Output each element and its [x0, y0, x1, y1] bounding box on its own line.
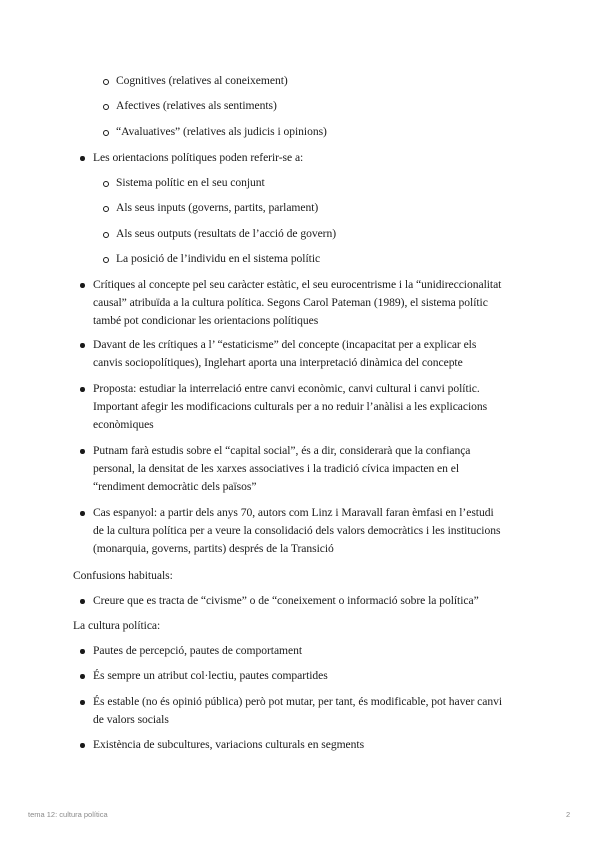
- disc-bullet-icon: [80, 649, 85, 654]
- sub-list-item: Afectives (relatives als sentiments): [116, 99, 277, 112]
- disc-bullet-icon: [80, 343, 85, 348]
- sub-list-item: Sistema polític en el seu conjunt: [116, 176, 265, 189]
- list-item: És sempre un atribut col·lectiu, pautes compartides: [93, 669, 328, 682]
- list-item-line: personal, la densitat de les xarxes associatives i la tradició cívica impacten en el: [93, 462, 460, 475]
- list-item-line: Davant de les crítiques a l’ “estaticisme” del concepte (incapacitat per a explicar els: [93, 338, 477, 351]
- circle-bullet-icon: [103, 104, 109, 110]
- disc-bullet-icon: [80, 283, 85, 288]
- disc-bullet-icon: [80, 156, 85, 161]
- disc-bullet-icon: [80, 700, 85, 705]
- list-item: Existència de subcultures, variacions culturals en segments: [93, 738, 365, 751]
- footer-title: tema 12: cultura política: [28, 810, 108, 819]
- list-item-line: Proposta: estudiar la interrelació entre canvi econòmic, canvi cultural i canvi polític.: [93, 382, 480, 395]
- list-item-line: Putnam farà estudis sobre el “capital social”, és a dir, considerarà que la confiança: [93, 444, 471, 457]
- circle-bullet-icon: [103, 257, 109, 263]
- list-item-line: també pot condicionar les orientacions polítiques: [93, 314, 319, 327]
- list-item-line: canvis sociopolítiques), Inglehart aporta una interpretació dinàmica del concepte: [93, 356, 463, 369]
- circle-bullet-icon: [103, 232, 109, 238]
- list-item-line: És estable (no és opinió pública) però pot mutar, per tant, és modificable, pot haver canvi: [93, 695, 503, 708]
- list-item-line: de la cultura política per a veure la consolidació dels valors democràtics i les institucions: [93, 524, 501, 537]
- list-item-line: (monarquia, governs, partits) després de la Transició: [93, 542, 334, 555]
- list-item-line: causal” atribuïda a la cultura política. Segons Carol Pateman (1989), el sistema polític: [93, 296, 488, 309]
- list-item-line: Cas espanyol: a partir dels anys 70, autors com Linz i Maravall faran èmfasi en l’estudi: [93, 506, 494, 519]
- disc-bullet-icon: [80, 674, 85, 679]
- sub-list-item: “Avaluatives” (relatives als judicis i opinions): [116, 125, 327, 138]
- list-item-line: de valors socials: [93, 713, 169, 726]
- section-heading: Confusions habituals:: [73, 569, 173, 582]
- list-item: Les orientacions polítiques poden referir-se a:: [93, 151, 304, 164]
- disc-bullet-icon: [80, 743, 85, 748]
- list-item: Creure que es tracta de “civisme” o de “coneixement o informació sobre la política”: [93, 594, 479, 607]
- sub-list-item: Als seus outputs (resultats de l’acció de govern): [116, 227, 337, 240]
- disc-bullet-icon: [80, 511, 85, 516]
- circle-bullet-icon: [103, 79, 109, 85]
- page-number: 2: [566, 810, 571, 819]
- disc-bullet-icon: [80, 449, 85, 454]
- sub-list-item: Cognitives (relatives al coneixement): [116, 74, 288, 87]
- list-item: Pautes de percepció, pautes de comportament: [93, 644, 303, 657]
- circle-bullet-icon: [103, 206, 109, 212]
- section-heading: La cultura política:: [73, 619, 161, 632]
- sub-list-item: La posició de l’individu en el sistema polític: [116, 252, 321, 265]
- circle-bullet-icon: [103, 130, 109, 136]
- list-item-line: econòmiques: [93, 418, 154, 431]
- list-item-line: Important afegir les modificacions culturals per a no reduir l’anàlisi a les explicacions: [93, 400, 488, 413]
- list-item-line: “rendiment democràtic dels països”: [93, 480, 257, 493]
- disc-bullet-icon: [80, 599, 85, 604]
- list-item-line: Crítiques al concepte pel seu caràcter estàtic, el seu eurocentrisme i la “unidireccionalitat: [93, 278, 502, 291]
- sub-list-item: Als seus inputs (governs, partits, parlament): [116, 201, 319, 214]
- disc-bullet-icon: [80, 387, 85, 392]
- circle-bullet-icon: [103, 181, 109, 187]
